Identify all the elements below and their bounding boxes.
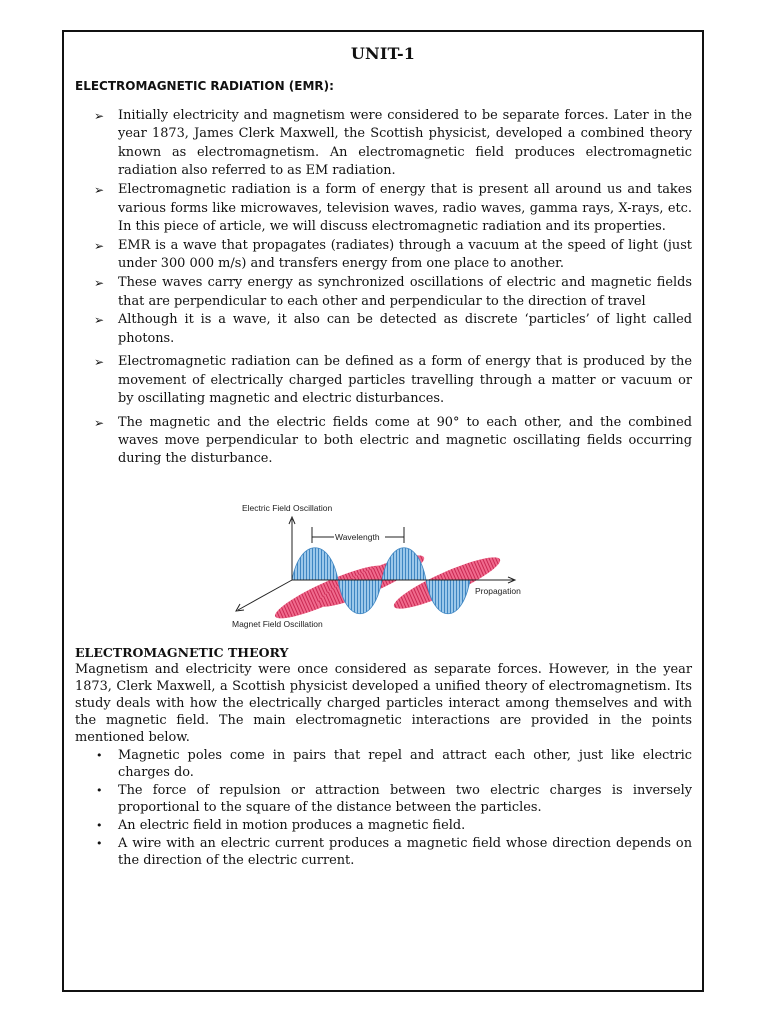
list-item bbox=[94, 414, 692, 469]
page-title: UNIT-1 bbox=[350, 44, 416, 63]
list-item-text: A wire with an electric current produces a magnetic field whose direction depends on the direction of the electric current. bbox=[118, 836, 692, 868]
list-item bbox=[94, 353, 692, 408]
bullet-dot-icon: • bbox=[96, 784, 103, 797]
magnetic-field-label: Magnet Field Oscillation bbox=[232, 619, 323, 629]
list-item bbox=[94, 181, 692, 236]
list-item-text: Initially electricity and magnetism were considered to be separate forces. Later in the year 1873, James Clerk Maxwell, the Scottish physicist, developed a combined theory known as electromagnetism. An electromagnetic field produces electromagnetic radiation also referred to as EM radiation. bbox=[118, 108, 692, 179]
electric-lobe bbox=[292, 548, 338, 580]
wavelength-label: Wavelength bbox=[335, 532, 380, 542]
list-item bbox=[94, 274, 692, 311]
list-item-text: These waves carry energy as synchronized oscillations of electric and magnetic fields that are perpendicular to each other and perpendicular to the direction of travel bbox=[118, 275, 692, 309]
theory-bullets-list bbox=[94, 747, 692, 870]
propagation-label: Propagation bbox=[475, 586, 521, 596]
arrow-bullet-icon: ➢ bbox=[94, 415, 105, 430]
arrow-bullet-icon: ➢ bbox=[94, 313, 105, 328]
electric-field-label: Electric Field Oscillation bbox=[242, 503, 333, 513]
list-item bbox=[94, 782, 692, 816]
electric-lobe bbox=[426, 580, 470, 614]
emr-points-list bbox=[94, 107, 692, 469]
section-heading-theory: ELECTROMAGNETIC THEORY bbox=[75, 645, 289, 660]
bullet-dot-icon: • bbox=[96, 749, 103, 762]
electric-lobe bbox=[382, 548, 426, 580]
list-item bbox=[94, 107, 692, 181]
list-item-text: Electromagnetic radiation can be defined as a form of energy that is produced by the movement of electrically charged particles travelling through a matter or vacuum or by oscillating magnetic and electric disturbances. bbox=[118, 354, 692, 407]
list-item-text: Electromagnetic radiation is a form of energy that is present all around us and takes various forms like microwaves, television waves, radio waves, gamma rays, X-rays, etc. In this piece of article, we will discuss electromagnetic radiation and its properties. bbox=[118, 182, 692, 234]
theory-paragraph: Magnetism and electricity were once considered as separate forces. However, in the year 1873, Clerk Maxwell, a Scottish physicist developed a unified theory of electromagnetism. Its study deals with how the electrically charged particles interact among themselves and with the magnetic field. The main electromagnetic interactions are provided in the points mentioned below. bbox=[75, 662, 692, 745]
arrow-bullet-icon: ➢ bbox=[94, 238, 105, 253]
arrow-bullet-icon: ➢ bbox=[94, 355, 105, 370]
list-item-text: EMR is a wave that propagates (radiates) through a vacuum at the speed of light (just under 300 000 m/s) and transfers energy from one place to another. bbox=[118, 237, 692, 272]
list-item-text: An electric field in motion produces a magnetic field. bbox=[118, 818, 466, 833]
arrow-bullet-icon: ➢ bbox=[94, 276, 105, 291]
arrow-bullet-icon: ➢ bbox=[94, 109, 105, 123]
list-item bbox=[94, 817, 692, 834]
arrow-bullet-icon: ➢ bbox=[94, 183, 105, 198]
list-item bbox=[94, 747, 692, 781]
list-item bbox=[94, 835, 692, 869]
list-item-text: The force of repulsion or attraction between two electric charges is inversely proportional to the square of the distance between the particles. bbox=[118, 783, 692, 815]
section-heading-emr: ELECTROMAGNETIC RADIATION (EMR): bbox=[75, 79, 334, 93]
list-item-text: Although it is a wave, it also can be detected as discrete ‘particles’ of light called photons. bbox=[118, 312, 692, 346]
bullet-dot-icon: • bbox=[96, 837, 103, 850]
list-item-text: The magnetic and the electric fields come at 90° to each other, and the combined waves move perpendicular to both electric and magnetic oscillating fields occurring during the disturbance. bbox=[118, 414, 692, 467]
em-wave-diagram bbox=[222, 497, 540, 632]
bullet-dot-icon: • bbox=[96, 819, 103, 832]
electric-lobe bbox=[338, 580, 382, 614]
list-item bbox=[94, 237, 692, 274]
list-item bbox=[94, 311, 692, 348]
list-item-text: Magnetic poles come in pairs that repel and attract each other, just like electric charges do. bbox=[118, 748, 692, 780]
